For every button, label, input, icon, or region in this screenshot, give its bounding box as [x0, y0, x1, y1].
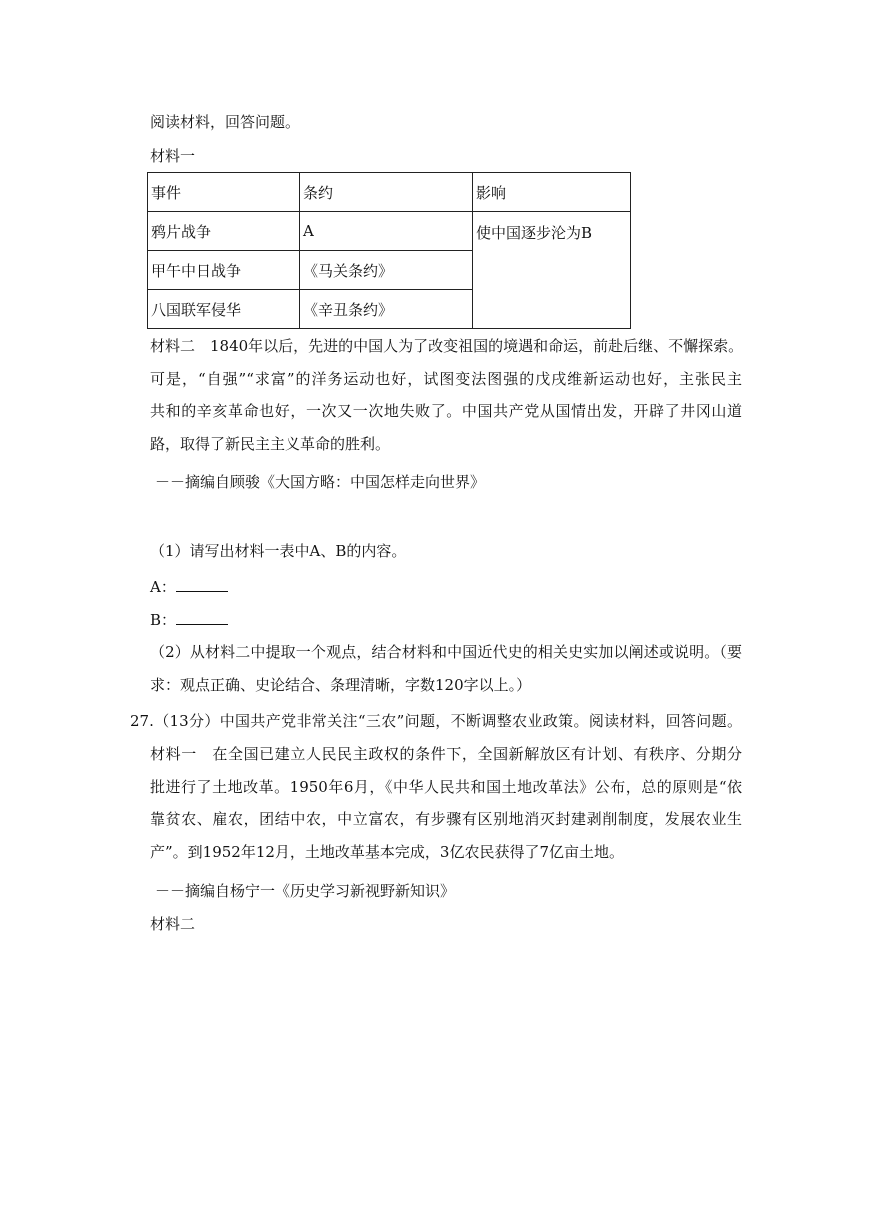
answer-b-row	[150, 610, 228, 630]
question1-text: （1）请写出材料一表中A、B的内容。	[150, 542, 407, 560]
treaty-cell: 《辛丑条约》	[300, 290, 473, 329]
material2-line: 共和的辛亥革命也好，一次又一次地失败了。中国共产党从国情出发，开辟了井冈山道	[150, 402, 742, 420]
material2-line: 材料二 1840年以后，先进的中国人为了改变祖国的境遇和命运，前赴后继、不懈探索。	[150, 337, 744, 355]
treaty-cell: 《马关条约》	[300, 251, 473, 290]
q27-material1-line: 产”。到1952年12月，土地改革基本完成，3亿农民获得了7亿亩土地。	[150, 842, 625, 861]
header-impact: 影响	[473, 173, 631, 212]
material2-paragraph	[150, 330, 742, 460]
q27-material1-line: 批进行了土地改革。1950年6月，《中华人民共和国土地改革法》公布，总的原则是“依	[150, 777, 742, 796]
event-cell: 鸦片战争	[148, 212, 300, 251]
question27-heading: 27.（13分）中国共产党非常关注“三农”问题，不断调整农业政策。阅读材料，回答问题。	[130, 712, 742, 730]
material2-line: 路，取得了新民主主义革命的胜利。	[150, 434, 391, 453]
q27-material1-paragraph	[150, 738, 742, 868]
question2-paragraph	[150, 636, 742, 701]
instruction-text: 阅读材料，回答问题。	[150, 113, 301, 131]
event-cell: 甲午中日战争	[148, 251, 300, 290]
answer-a-blank[interactable]	[176, 577, 228, 592]
material2-source: －－摘编自顾骏《大国方略：中国怎样走向世界》	[155, 473, 486, 491]
header-treaty: 条约	[300, 173, 473, 212]
answer-b-label: B：	[150, 611, 177, 629]
q27-material2-label: 材料二	[150, 915, 196, 933]
material2-line: 可是，“自强”“求富”的洋务运动也好，试图变法图强的戊戌维新运动也好，主张民主	[150, 369, 742, 388]
q27-material1-line: 靠贫农、雇农，团结中农，中立富农，有步骤有区别地消灭封建剥削制度，发展农业生	[150, 810, 742, 828]
event-cell: 八国联军侵华	[148, 290, 300, 329]
answer-a-row	[150, 577, 228, 597]
q27-material1-line: 材料一 在全国已建立人民民主政权的条件下，全国新解放区有计划、有秩序、分期分	[150, 745, 742, 763]
question2-line: 求：观点正确、史论结合、条理清晰，字数120字以上。）	[150, 675, 532, 694]
material1-label: 材料一	[150, 147, 196, 165]
answer-b-blank[interactable]	[176, 610, 228, 625]
table-row	[148, 212, 631, 251]
q27-material1-source: －－摘编自杨宁一《历史学习新视野新知识》	[155, 882, 456, 900]
table-header-row	[148, 173, 631, 212]
question2-line: （2）从材料二中提取一个观点，结合材料和中国近代史的相关史实加以阐述或说明。（要	[150, 643, 742, 661]
header-event: 事件	[148, 173, 300, 212]
events-table	[147, 172, 631, 329]
answer-a-label: A：	[150, 578, 176, 596]
impact-cell: 使中国逐步沦为B	[473, 212, 631, 329]
treaty-cell: A	[300, 212, 473, 251]
